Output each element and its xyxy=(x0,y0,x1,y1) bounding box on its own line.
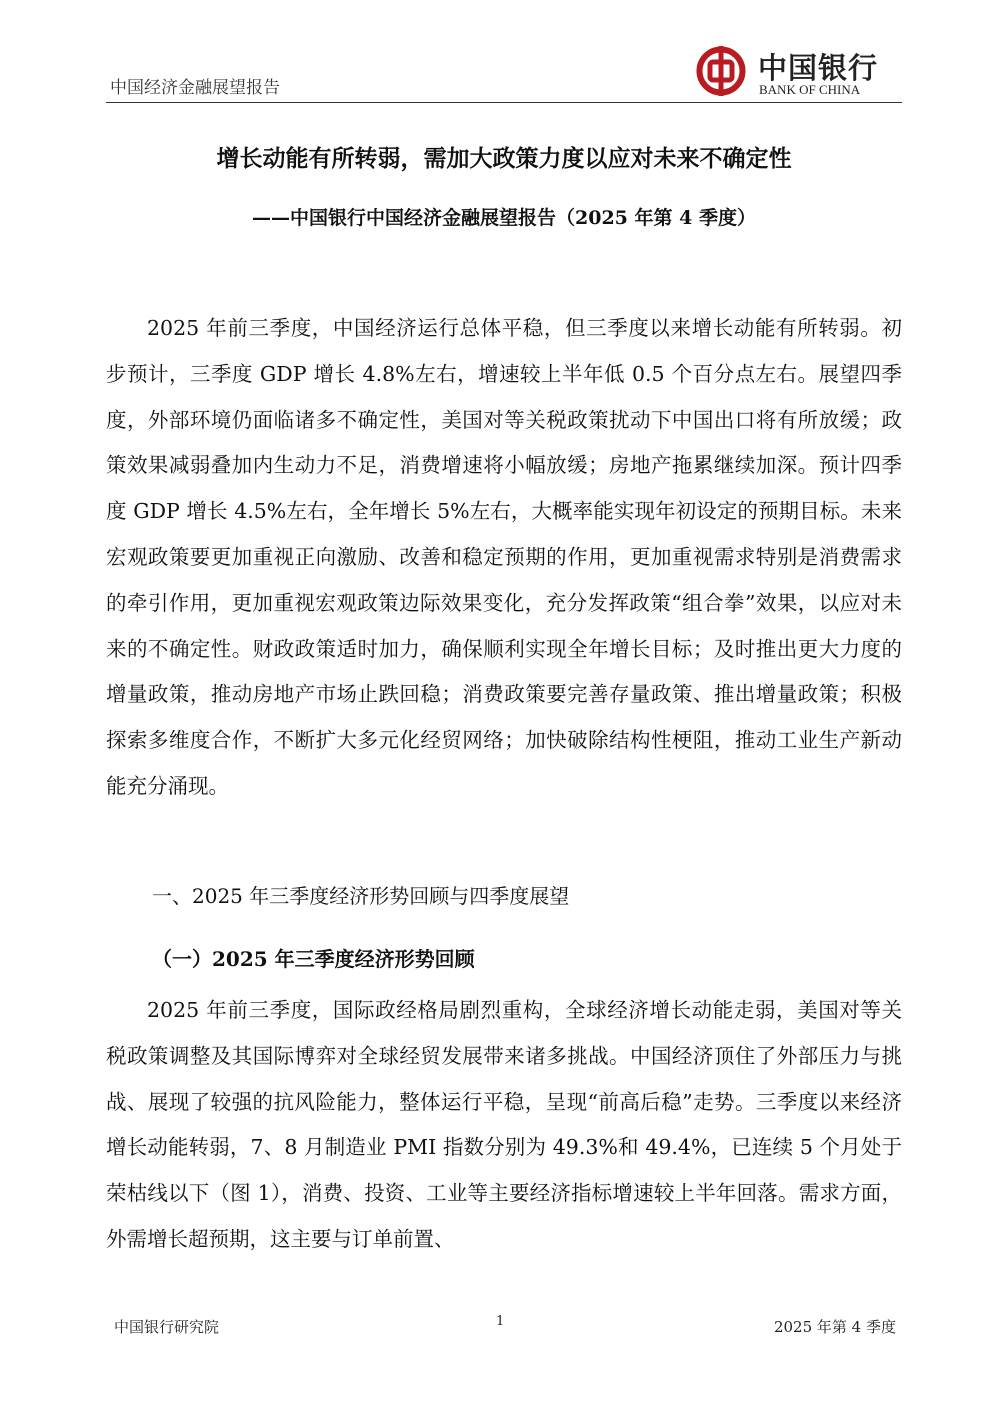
page-header xyxy=(106,40,902,103)
page-number: 1 xyxy=(496,1314,505,1329)
bank-of-china-emblem-icon xyxy=(696,46,746,96)
report-name: 中国经济金融展望报告 xyxy=(110,78,280,98)
footer-period: 2025 年第 4 季度 xyxy=(773,1318,896,1336)
footer-institute: 中国银行研究院 xyxy=(114,1318,220,1336)
section-heading: 一、2025 年三季度经济形势回顾与四季度展望 xyxy=(152,884,570,908)
review-paragraph: 2025 年前三季度，国际政经格局剧烈重构，全球经济增长动能走弱，美国对等关税政策调整及其国际博弈对全球经贸发展带来诸多挑战。中国经济顶住了外部压力与挑战、展现了较强的抗风险能力，整体运行平稳，呈现“前高后稳”走势。三季度以来经济增长动能转弱，7、8 月制造业 PMI 指数分别为 49.3%和 49.4%，已连续 5 个月处于荣枯线以下（图 1），消费、投资、工业等主要经济指标增速较上半年回落。需求方面，外需增长超预期，这主要与订单前置、 xyxy=(106,998,902,1251)
page-subtitle: ——中国银行中国经济金融展望报告（2025 年第 4 季度） xyxy=(252,207,756,229)
summary-paragraph: 2025 年前三季度，中国经济运行总体平稳，但三季度以来增长动能有所转弱。初步预计，三季度 GDP 增长 4.8%左右，增速较上半年低 0.5 个百分点左右。展望四季度，外部环境仍面临诸多不确定性，美国对等关税政策扰动下中国出口将有所放缓；政策效果减弱叠加内生动力不足，消费增速将小幅放缓；房地产拖累继续加深。预计四季度 GDP 增长 4.5%左右，全年增长 5%左右，大概率能实现年初设定的预期目标。未来宏观政策要更加重视正向激励、改善和稳定预期的作用，更加重视需求特别是消费需求的牵引作用，更加重视宏观政策边际效果变化，充分发挥政策“组合拳”效果，以应对未来的不确定性。财政政策适时加力，确保顺利实现全年增长目标；及时推出更大力度的增量政策，推动房地产市场止跌回稳；消费政策要完善存量政策、推出增量政策；积极探索多维度合作，不断扩大多元化经贸网络；加快破除结构性梗阻，推动工业生产新动能充分涌现。 xyxy=(106,316,902,798)
bank-logo xyxy=(696,44,886,98)
logo-chinese-text: 中国银行 xyxy=(758,51,879,85)
logo-english-text: BANK OF CHINA xyxy=(759,82,861,97)
page-title: 增长动能有所转弱，需加大政策力度以应对未来不确定性 xyxy=(216,145,792,172)
subsection-heading: （一）2025 年三季度经济形势回顾 xyxy=(152,947,475,971)
